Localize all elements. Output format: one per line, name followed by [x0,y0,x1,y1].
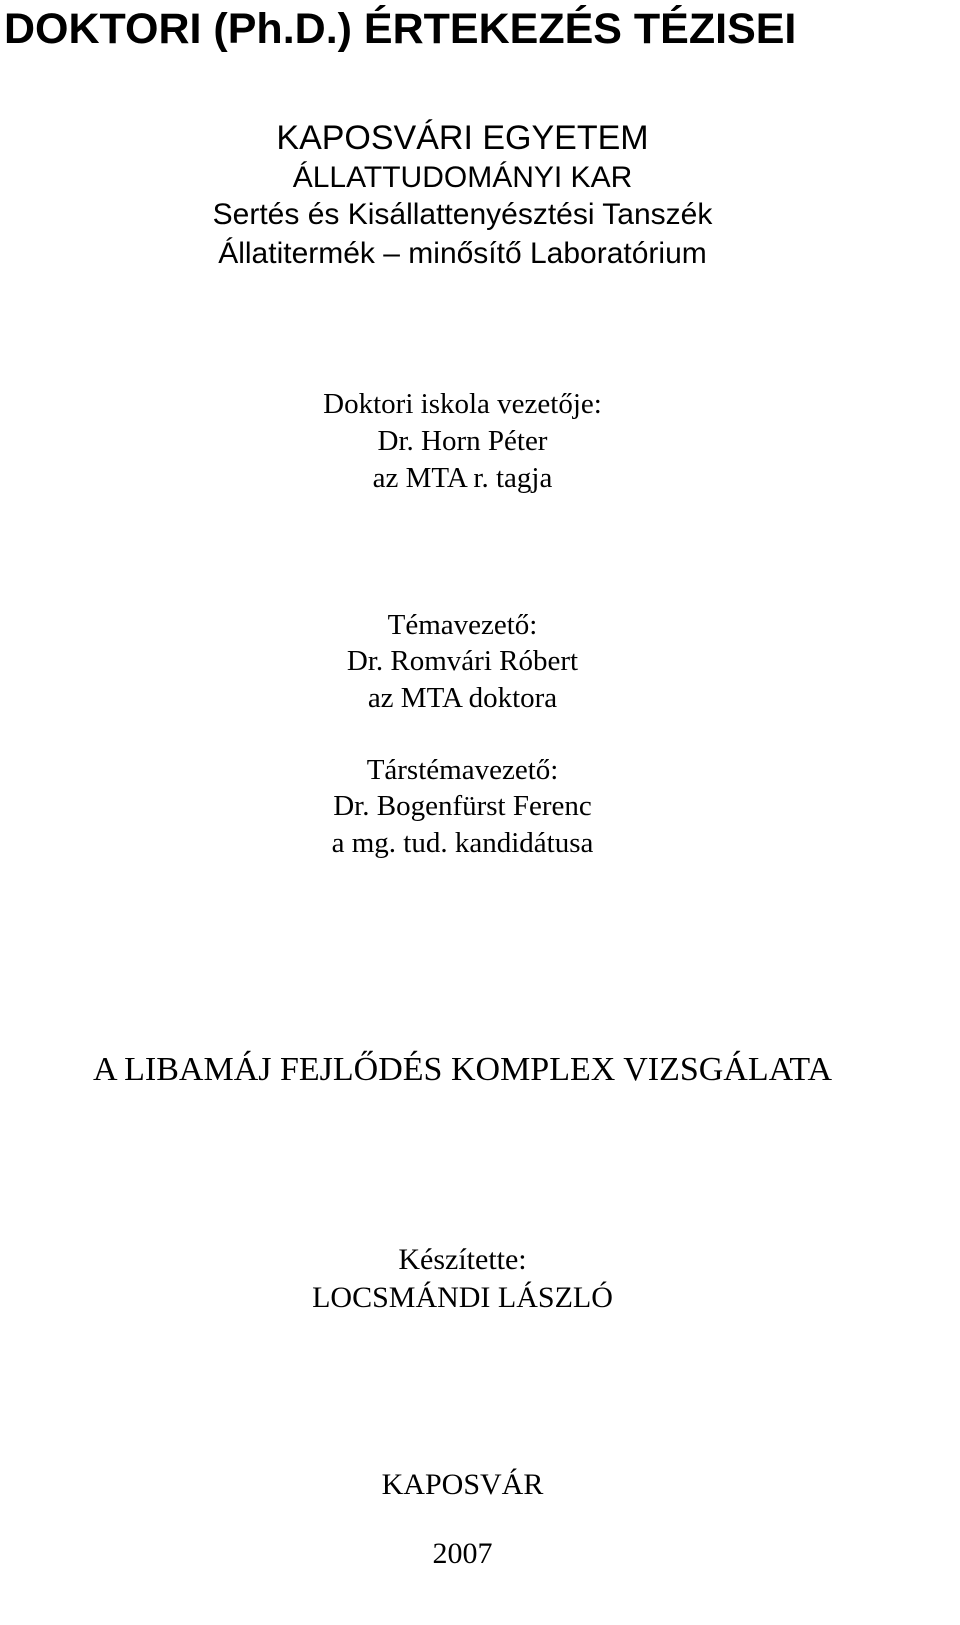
supervisor-title: az MTA doktora [367,682,558,714]
department-name: Sertés és Kisállattenyésztési Tanszék [212,198,713,231]
publication-year: 2007 [432,1537,493,1570]
author-label: Készítette: [398,1243,527,1276]
place-name: KAPOSVÁR [381,1468,544,1501]
supervisor-label: Témavezető: [387,609,538,641]
faculty-name: ÁLLATTUDOMÁNYI KAR [292,161,633,194]
thesis-title: A LIBAMÁJ FEJLŐDÉS KOMPLEX VIZSGÁLATA [92,1051,833,1088]
school-head-label: Doktori iskola vezetője: [323,388,602,420]
school-head-title: az MTA r. tagja [372,462,553,494]
co-supervisor-label: Társtémavezető: [366,754,559,786]
co-supervisor-title: a mg. tud. kandidátusa [331,827,594,859]
document-header-title: DOKTORI (Ph.D.) ÉRTEKEZÉS TÉZISEI [4,5,797,53]
supervisor-name: Dr. Romvári Róbert [346,645,579,677]
author-name: LOCSMÁNDI LÁSZLÓ [312,1281,613,1314]
laboratory-name: Állatitermék – minősítő Laboratórium [218,237,707,270]
co-supervisor-name: Dr. Bogenfürst Ferenc [333,790,592,822]
university-name: KAPOSVÁRI EGYETEM [276,119,649,157]
school-head-name: Dr. Horn Péter [377,425,548,457]
